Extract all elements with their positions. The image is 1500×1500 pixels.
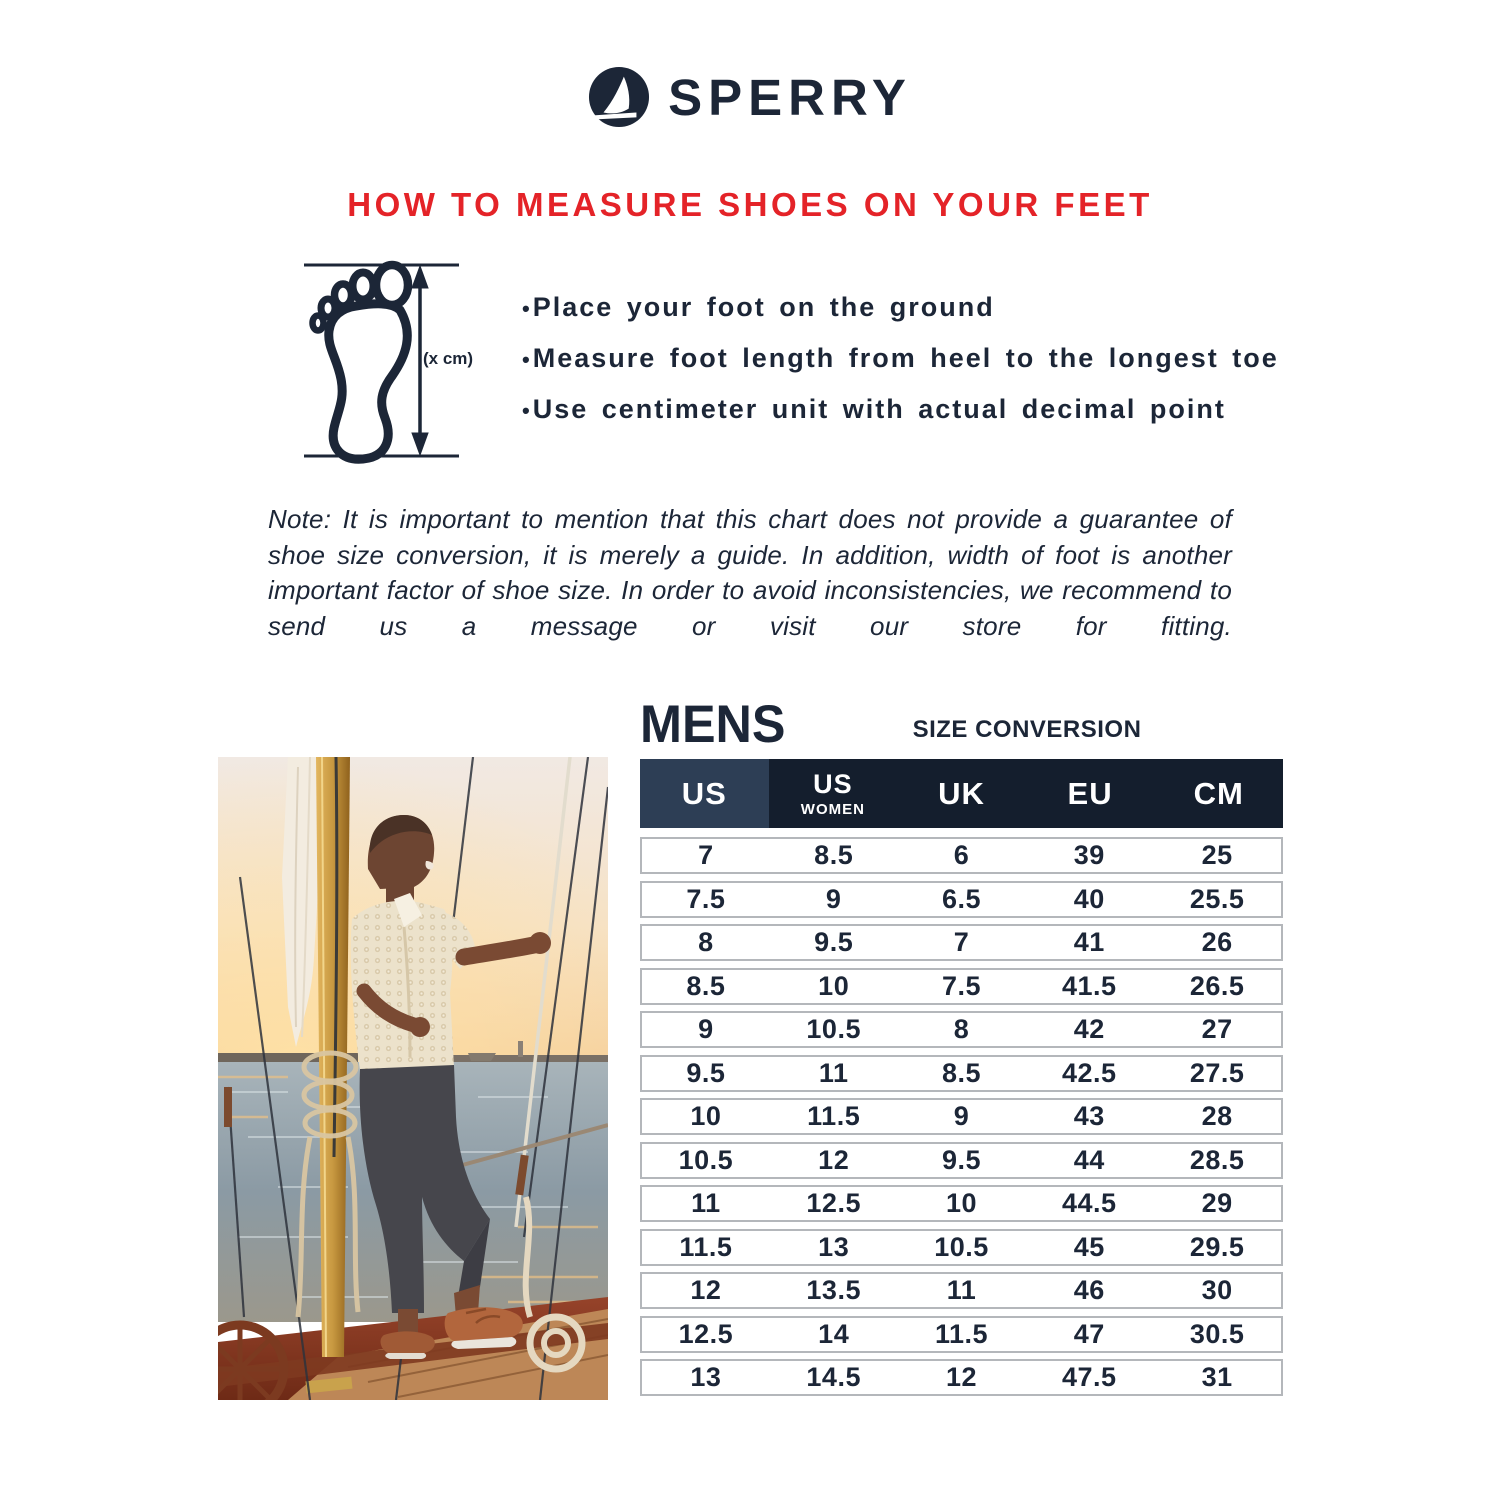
table-cell: 13.5 (806, 1275, 861, 1305)
table-cell: 6.5 (941, 883, 982, 914)
table-cell: 30.5 (1189, 1318, 1245, 1349)
table-cell: 8.5 (814, 840, 854, 870)
column-header-us: US (640, 759, 769, 828)
table-cell: 7 (953, 927, 970, 957)
column-header-eu: EU (1067, 776, 1113, 811)
table-cell: 9.5 (814, 927, 854, 957)
table-row (640, 1098, 1283, 1135)
instructions-list (522, 292, 1279, 445)
table-row (640, 837, 1283, 874)
table-cell: 8.5 (941, 1057, 982, 1088)
table-row (640, 1316, 1283, 1353)
column-header-us-women: US WOMEN (800, 768, 865, 818)
table-cell: 42 (1073, 1014, 1105, 1044)
column-header-uk: UK (938, 776, 985, 811)
bullet-dot: • (522, 347, 532, 372)
instruction-item: • Use centimeter unit with actual decimal point (522, 394, 1226, 424)
bullet-dot: • (522, 296, 532, 321)
table-cell: 27.5 (1189, 1057, 1245, 1088)
table-cell: 11.5 (934, 1318, 989, 1349)
table-row (640, 1359, 1283, 1396)
table-cell: 8 (698, 927, 714, 957)
table-cell: 7.5 (941, 970, 982, 1001)
table-row (640, 924, 1283, 961)
table-cell: 14 (818, 1318, 850, 1349)
table-row (640, 1142, 1283, 1179)
table-cell: 31 (1201, 1362, 1233, 1392)
table-cell: 29.5 (1189, 1231, 1245, 1262)
table-row (640, 881, 1283, 918)
sailboat-icon (588, 66, 650, 128)
table-cell: 14.5 (806, 1362, 861, 1392)
table-cell: 8 (953, 1014, 970, 1044)
table-cell: 41 (1073, 927, 1105, 957)
foot-diagram (296, 252, 486, 470)
table-cell: 25.5 (1189, 883, 1245, 914)
table-cell: 47.5 (1062, 1362, 1117, 1392)
column-header-cm: CM (1193, 776, 1244, 811)
table-cell: 13 (690, 1362, 722, 1392)
table-cell: 12 (945, 1362, 978, 1392)
table-cell: 44 (1073, 1144, 1105, 1175)
table-cell: 7 (698, 840, 714, 870)
brand-name: SPERRY (668, 68, 912, 126)
table-cell: 28.5 (1189, 1144, 1245, 1175)
size-table-header (640, 759, 1283, 828)
table-cell: 6 (953, 840, 970, 870)
table-cell: 12.5 (806, 1188, 861, 1218)
size-chart-section-header (640, 694, 1283, 754)
bullet-dot: • (522, 398, 532, 423)
table-cell: 27 (1201, 1014, 1233, 1044)
table-cell: 25 (1201, 840, 1233, 870)
table-cell: 44.5 (1062, 1188, 1117, 1218)
table-cell: 43 (1073, 1101, 1105, 1131)
size-chart-subtitle: SIZE CONVERSION (912, 716, 1142, 743)
table-cell: 9 (953, 1101, 970, 1131)
note-text: Note: It is important to mention that this chart does not provide a guarantee of shoe size conversion, it is merely a guide. In addition, width of foot is another important factor of shoe size. In order to avoid inconsistencies, we recommend to send us a message or visit our store for fitting. (268, 504, 1232, 641)
table-row (640, 1055, 1283, 1092)
table-cell: 46 (1073, 1275, 1105, 1305)
table-cell: 47 (1073, 1318, 1105, 1349)
table-cell: 26.5 (1189, 970, 1245, 1001)
page-title: HOW TO MEASURE SHOES ON YOUR FEET (347, 186, 1153, 223)
table-cell: 7.5 (686, 883, 726, 914)
brand-logo (0, 66, 1500, 128)
lifestyle-photo (218, 757, 608, 1400)
instruction-item: • Place your foot on the ground (522, 292, 995, 322)
table-cell: 26 (1201, 927, 1233, 957)
size-chart-title: MENS (640, 695, 786, 754)
table-row (640, 968, 1283, 1005)
table-cell: 40 (1073, 883, 1105, 914)
table-cell: 29 (1201, 1188, 1233, 1218)
measurement-label: (x cm) (423, 349, 474, 368)
table-cell: 10 (818, 970, 850, 1001)
table-cell: 10.5 (806, 1014, 861, 1044)
instruction-item: • Measure foot length from heel to the longest toe (522, 343, 1279, 373)
table-cell: 10.5 (934, 1231, 989, 1262)
table-cell: 45 (1073, 1231, 1105, 1262)
table-cell: 8.5 (686, 970, 726, 1001)
table-cell: 9.5 (941, 1144, 982, 1175)
table-cell: 10 (690, 1101, 722, 1131)
table-cell: 12 (690, 1275, 722, 1305)
table-cell: 11 (946, 1275, 977, 1305)
table-cell: 11.5 (807, 1101, 861, 1131)
table-row (640, 1011, 1283, 1048)
table-cell: 39 (1073, 840, 1105, 870)
table-cell: 9 (698, 1014, 714, 1044)
table-row (640, 1272, 1283, 1309)
table-cell: 28 (1201, 1101, 1233, 1131)
table-cell: 30 (1201, 1275, 1233, 1305)
size-table-body (640, 837, 1283, 1403)
table-cell: 41.5 (1062, 970, 1117, 1001)
foot-icon (313, 265, 409, 459)
table-cell: 10.5 (678, 1144, 734, 1175)
table-cell: 42.5 (1062, 1057, 1117, 1088)
table-row (640, 1229, 1283, 1266)
table-cell: 12.5 (678, 1318, 734, 1349)
table-cell: 11 (691, 1188, 721, 1218)
table-cell: 10 (945, 1188, 978, 1218)
table-cell: 11.5 (679, 1231, 733, 1262)
table-row (640, 1185, 1283, 1222)
table-cell: 13 (818, 1231, 850, 1262)
table-cell: 9.5 (686, 1057, 726, 1088)
table-cell: 9 (825, 883, 842, 914)
table-cell: 12 (818, 1144, 850, 1175)
table-cell: 11 (818, 1057, 849, 1088)
